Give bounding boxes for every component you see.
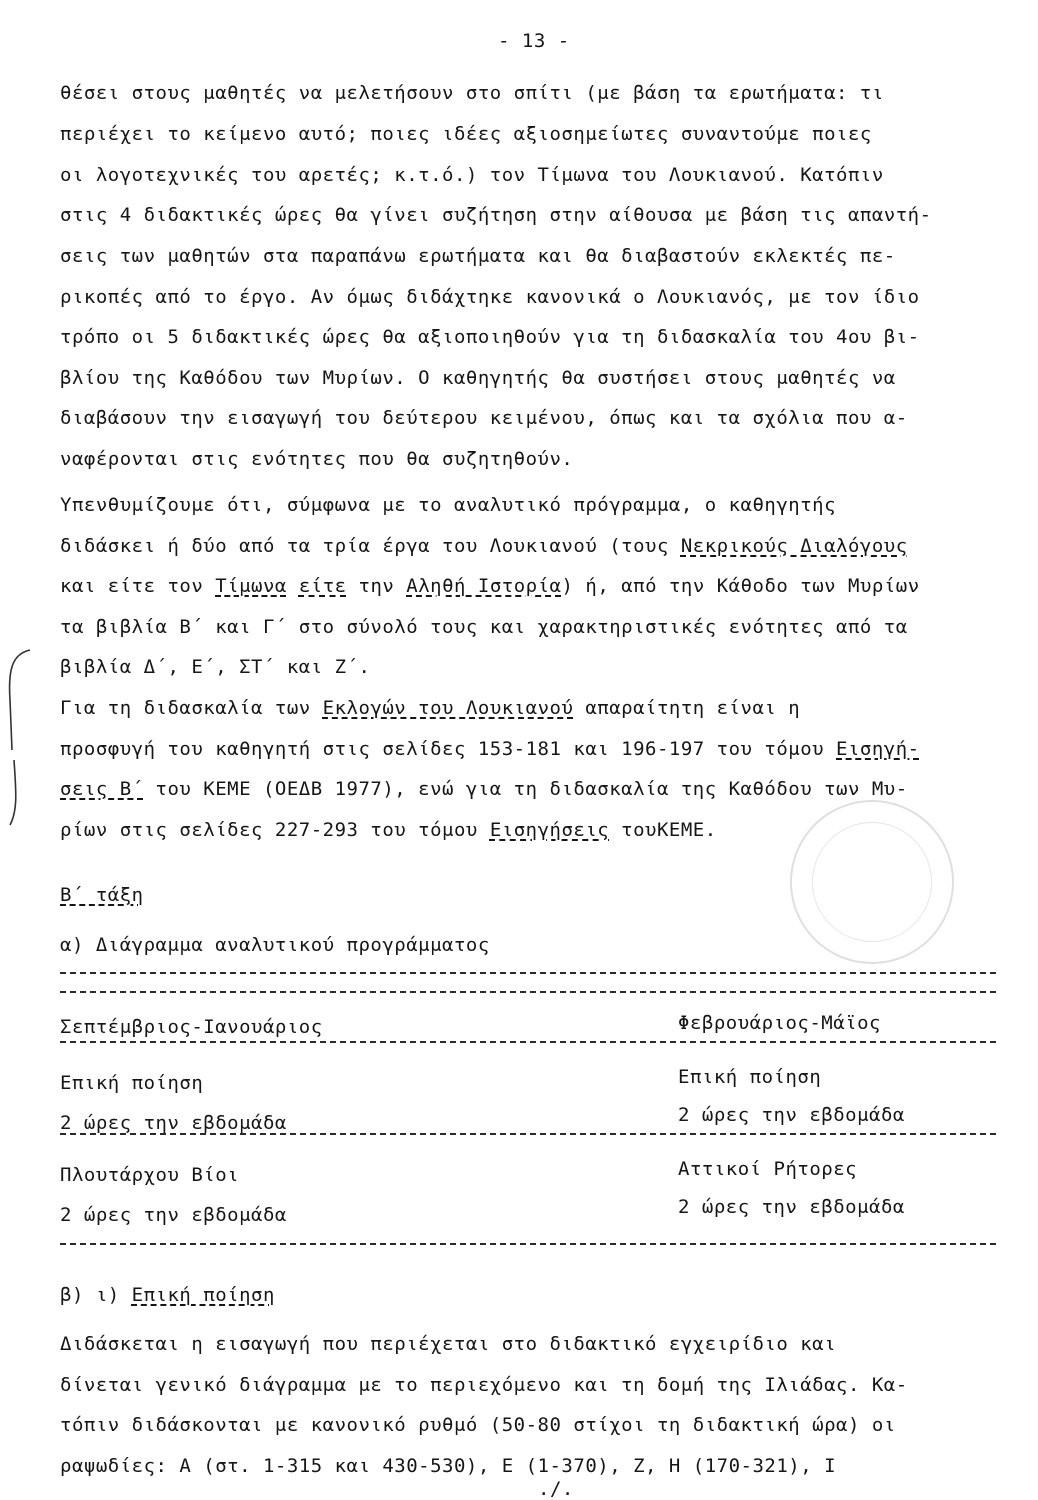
- work-title-nekrikoi: Νεκρικούς Διαλόγους: [680, 535, 908, 557]
- continuation-mark: ./.: [538, 1478, 574, 1500]
- subsection-heading: α) Διάγραμμα αναλυτικού προγράμματος: [60, 934, 490, 956]
- text-run: [287, 575, 299, 597]
- subsection-heading: [60, 1284, 275, 1306]
- text-run: απαραίτητη είναι η: [573, 697, 801, 719]
- margin-pencil-mark: [0, 640, 40, 830]
- section-title: Β΄ τάξη: [60, 884, 144, 906]
- schedule-left-item: Επική ποίηση: [60, 1072, 204, 1094]
- text-run: προσφυγή του καθηγητή στις σελίδες 153-181 και 196-197 του τόμου: [60, 738, 837, 760]
- schedule-right-hours: 2 ώρες την εβδομάδα: [678, 1104, 905, 1126]
- subsection-title: Επική ποίηση: [131, 1284, 275, 1306]
- text-line: τόπιν διδάσκονται με κανονικό ρυθμό (50-80 στίχοι τη διδακτική ώρα) οι: [60, 1414, 896, 1436]
- text-line: ρικοπές από το έργο. Αν όμως διδάχτηκε κανονικά ο Λουκιανός, με τον ίδιο: [60, 286, 920, 308]
- text-line: οι λογοτεχνικές του αρετές; κ.τ.ό.) τον Τίμωνα του Λουκιανού. Κατόπιν: [60, 164, 884, 186]
- stamp-seal: [790, 800, 954, 964]
- text-line: τα βιβλία Β΄ και Γ΄ στο σύνολό τους και χαρακτηριστικές ενότητες από τα: [60, 616, 908, 638]
- text-line: [60, 575, 920, 597]
- text-line: [60, 697, 800, 719]
- text-line: σεις των μαθητών στα παραπάνω ερωτήματα και θα διαβαστούν εκλεκτές πε-: [60, 245, 896, 267]
- schedule-left-hours: 2 ώρες την εβδομάδα: [60, 1204, 287, 1226]
- page-number: - 13 -: [498, 30, 570, 52]
- text-line: θέσει στους μαθητές να μελετήσουν στο σπίτι (με βάση τα ερωτήματα: τι: [60, 82, 884, 104]
- book-title-eisigiseis-2: Εισηγήσεις: [489, 819, 610, 841]
- divider: [60, 991, 996, 993]
- text-line: [60, 819, 717, 841]
- work-title-alithi-istoria: Αληθή Ιστορία: [406, 575, 562, 597]
- work-title-timon: Τίμωνα: [215, 575, 287, 597]
- text-line: Διδάσκεται η εισαγωγή που περιέχεται στο διδακτικό εγχειρίδιο και: [60, 1333, 837, 1355]
- text-run: Για τη διδασκαλία των: [60, 697, 323, 719]
- book-title-eisigiseis: Εισηγή-: [836, 738, 920, 760]
- text-run: τουΚΕΜΕ.: [609, 819, 717, 841]
- text-line: [60, 535, 908, 557]
- text-line: [60, 738, 920, 760]
- text-run: του ΚΕΜΕ (ΟΕΔΒ 1977), ενώ για τη διδασκαλία της Καθόδου των Μυ-: [143, 778, 908, 800]
- schedule-right-item: Αττικοί Ρήτορες: [678, 1158, 858, 1180]
- text-line: [60, 778, 908, 800]
- text-line: περιέχει το κείμενο αυτό; ποιες ιδέες αξιοσημείωτες συναντούμε ποιες: [60, 123, 872, 145]
- text-line: βιβλία Δ΄, Ε΄, ΣΤ΄ και Ζ΄.: [60, 656, 371, 678]
- schedule-right-item: Επική ποίηση: [678, 1066, 822, 1088]
- divider: [60, 1041, 996, 1043]
- book-title-eklogon: Εκλογών του Λουκιανού: [322, 697, 574, 719]
- schedule-right-hours: 2 ώρες την εβδομάδα: [678, 1196, 905, 1218]
- text-run: την: [346, 575, 407, 597]
- divider: [60, 1133, 996, 1135]
- text-run: ρίων στις σελίδες 227-293 του τόμου: [60, 819, 490, 841]
- schedule-right-header: Φεβρουάριος-Μάϊος: [678, 1012, 881, 1034]
- text-run: β) ι): [60, 1284, 132, 1306]
- schedule-left-header: Σεπτέμβριος-Ιανουάριος: [60, 1016, 323, 1038]
- text-line: τρόπο οι 5 διδακτικές ώρες θα αξιοποιηθούν για τη διδασκαλία του 4ου βι-: [60, 326, 920, 348]
- underlined-word: είτε: [298, 575, 347, 597]
- schedule-left-hours: 2 ώρες την εβδομάδα: [60, 1112, 287, 1134]
- text-run: ) ή, από την Κάθοδο των Μυρίων: [561, 575, 920, 597]
- text-line: ναφέρονται στις ενότητες που θα συζητηθούν.: [60, 448, 574, 470]
- schedule-left-item: Πλουτάρχου Βίοι: [60, 1164, 240, 1186]
- text-run: διδάσκει ή δύο από τα τρία έργα του Λουκιανού (τους: [60, 535, 681, 557]
- text-line: δίνεται γενικό διάγραμμα με το περιεχόμενο και τη δομή της Ιλιάδας. Κα-: [60, 1374, 908, 1396]
- divider: [60, 972, 996, 974]
- divider: [60, 1243, 996, 1245]
- text-line: βλίου της Καθόδου των Μυρίων. Ο καθηγητής θα συστήσει στους μαθητές να: [60, 367, 896, 389]
- book-title-eisigiseis-cont: σεις Β΄: [60, 778, 144, 800]
- text-line: ραψωδίες: Α (στ. 1-315 και 430-530), Ε (1-370), Ζ, Η (170-321), Ι: [60, 1455, 837, 1477]
- text-line: στις 4 διδακτικές ώρες θα γίνει συζήτηση στην αίθουσα με βάση τις απαντή-: [60, 204, 932, 226]
- text-run: και είτε τον: [60, 575, 216, 597]
- text-line: Υπενθυμίζουμε ότι, σύμφωνα με το αναλυτικό πρόγραμμα, ο καθηγητής: [60, 494, 837, 516]
- text-line: διαβάσουν την εισαγωγή του δεύτερου κειμένου, όπως και τα σχόλια που α-: [60, 407, 908, 429]
